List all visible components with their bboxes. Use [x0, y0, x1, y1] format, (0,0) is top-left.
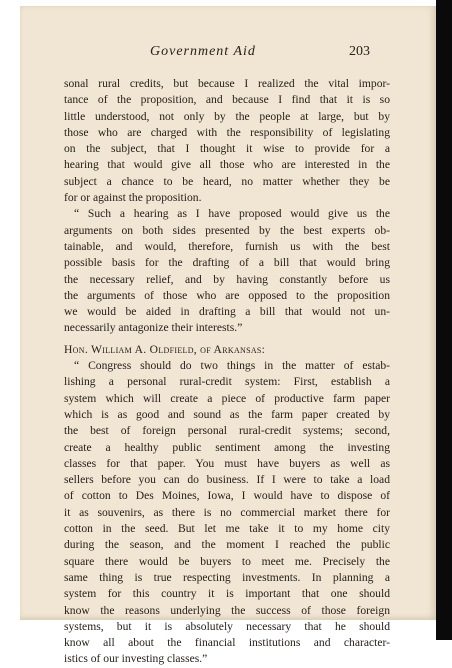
- text-line: we would be aided in drafting a bill that would not un-: [64, 305, 390, 319]
- text-line: know the reasons underlying the success of those foreign: [64, 603, 390, 617]
- text-line: on the subject, that I thought it wise to provide for a: [64, 142, 390, 156]
- text-line: system which will create a piece of productive farm paper: [64, 391, 390, 405]
- text-line: during the season, and the moment I reached the public: [64, 538, 390, 552]
- text-line: tance of the proposition, and because I find that it is so: [64, 93, 390, 107]
- body-text: [64, 76, 390, 668]
- text-line: of cotton to Des Moines, Iowa, I would have to dispose of: [64, 489, 390, 503]
- speaker-heading: Hon. William A. Oldfield, of Arkansas:: [64, 342, 266, 356]
- text-line: “ Congress should do two things in the matter of estab-: [74, 359, 390, 373]
- text-line: subject a chance to be heard, no matter whether they be: [64, 174, 390, 188]
- text-line: istics of our investing classes.”: [64, 652, 208, 666]
- text-line: those who are charged with the responsibility of legislating: [64, 125, 390, 139]
- text-line: classes for that paper. You must have buyers as well as: [64, 456, 390, 470]
- text-line: little understood, not only by the people at large, but by: [64, 109, 390, 123]
- text-line: system for this country it is important that one should: [64, 587, 390, 601]
- text-line: know all about the financial institutions and character-: [64, 636, 390, 650]
- running-title: Government Aid: [150, 44, 256, 59]
- text-line: “ Such a hearing as I have proposed would give us the: [74, 207, 390, 221]
- text-line: which is as good and sound as the farm paper created by: [64, 407, 390, 421]
- text-line: the necessary relief, and by having constantly before us: [64, 272, 390, 286]
- text-line: it as souvenirs, as there is no commercial market there for: [64, 505, 390, 519]
- text-line: sonal rural credits, but because I realized the vital impor-: [64, 77, 390, 90]
- text-line: the best of foreign personal rural-credit systems; second,: [64, 424, 390, 438]
- text-line: square there would be buyers to meet me. Precisely the: [64, 554, 390, 568]
- text-line: lishing a personal rural-credit system: First, establish a: [64, 375, 390, 389]
- text-line: create a healthy public sentiment among the investing: [64, 440, 390, 454]
- text-line: hearing that would give all those who are interested in the: [64, 158, 390, 172]
- text-line: necessarily antagonize their interests.”: [64, 321, 243, 335]
- text-line: same thing is true respecting investments. In planning a: [64, 570, 390, 584]
- book-spine-edge: [436, 0, 452, 640]
- text-line: the arguments of those who are opposed to the proposition: [64, 288, 390, 302]
- text-line: cotton in the seed. But let me take it to my home city: [64, 522, 390, 536]
- text-line: arguments on both sides presented by the best experts ob-: [64, 223, 390, 237]
- text-line: sellers before you can do business. If I were to take a load: [64, 473, 390, 487]
- text-line: tainable, and would, therefore, furnish us with the best: [64, 239, 390, 253]
- page-number: 203: [349, 44, 370, 59]
- text-line: for or against the proposition.: [64, 191, 202, 205]
- text-line: systems, but it is absolutely necessary that he should: [64, 619, 390, 633]
- text-line: possible basis for the drafting of a bill that would bring: [64, 256, 390, 270]
